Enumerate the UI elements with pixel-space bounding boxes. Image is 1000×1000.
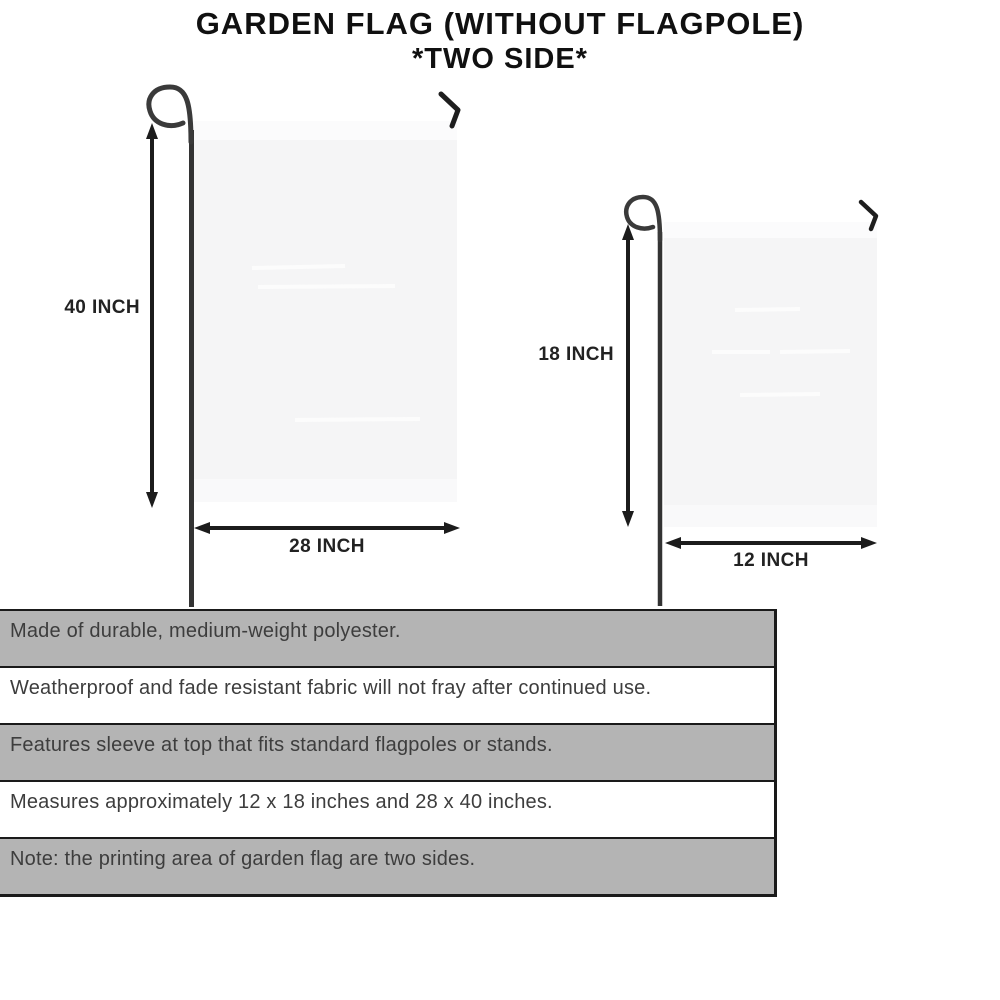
feature-list — [0, 609, 777, 897]
feature-row-measures — [0, 782, 774, 839]
feature-row-weatherproof — [0, 668, 774, 725]
small-flag-sleeve — [664, 222, 877, 238]
large-flag-width-label: 28 INCH — [289, 536, 365, 557]
small-flag-group — [622, 197, 877, 606]
small-flag-width-label: 12 INCH — [733, 550, 809, 571]
large-flag-width-arrow — [194, 522, 460, 534]
small-flag-canvas — [664, 222, 877, 527]
large-flag-height-label: 40 INCH — [64, 297, 140, 318]
feature-row-sleeve — [0, 725, 774, 782]
feature-row-note — [0, 839, 774, 897]
page-title: GARDEN FLAG (WITHOUT FLAGPOLE) — [195, 6, 805, 41]
large-flag-height-arrow — [146, 123, 158, 508]
small-flag-height-label: 18 INCH — [538, 344, 614, 365]
feature-text: Measures approximately 12 x 18 inches and 28 x 40 inches. — [10, 791, 553, 813]
small-flag-width-arrow — [665, 537, 877, 549]
feature-text: Made of durable, medium-weight polyester. — [10, 620, 401, 642]
large-flag-bottom-hem — [193, 479, 457, 502]
large-flag-sleeve — [193, 121, 457, 140]
feature-row-material — [0, 611, 774, 668]
large-flag-canvas — [193, 121, 457, 502]
feature-text: Features sleeve at top that fits standard flagpoles or stands. — [10, 734, 553, 756]
small-flag-bottom-hem — [664, 505, 877, 527]
small-flag-height-arrow — [622, 224, 634, 527]
feature-text: Weatherproof and fade resistant fabric will not fray after continued use. — [10, 677, 652, 699]
feature-text: Note: the printing area of garden flag are two sides. — [10, 848, 476, 870]
page-subtitle: *TWO SIDE* — [412, 43, 588, 75]
large-flag-group — [146, 87, 460, 607]
